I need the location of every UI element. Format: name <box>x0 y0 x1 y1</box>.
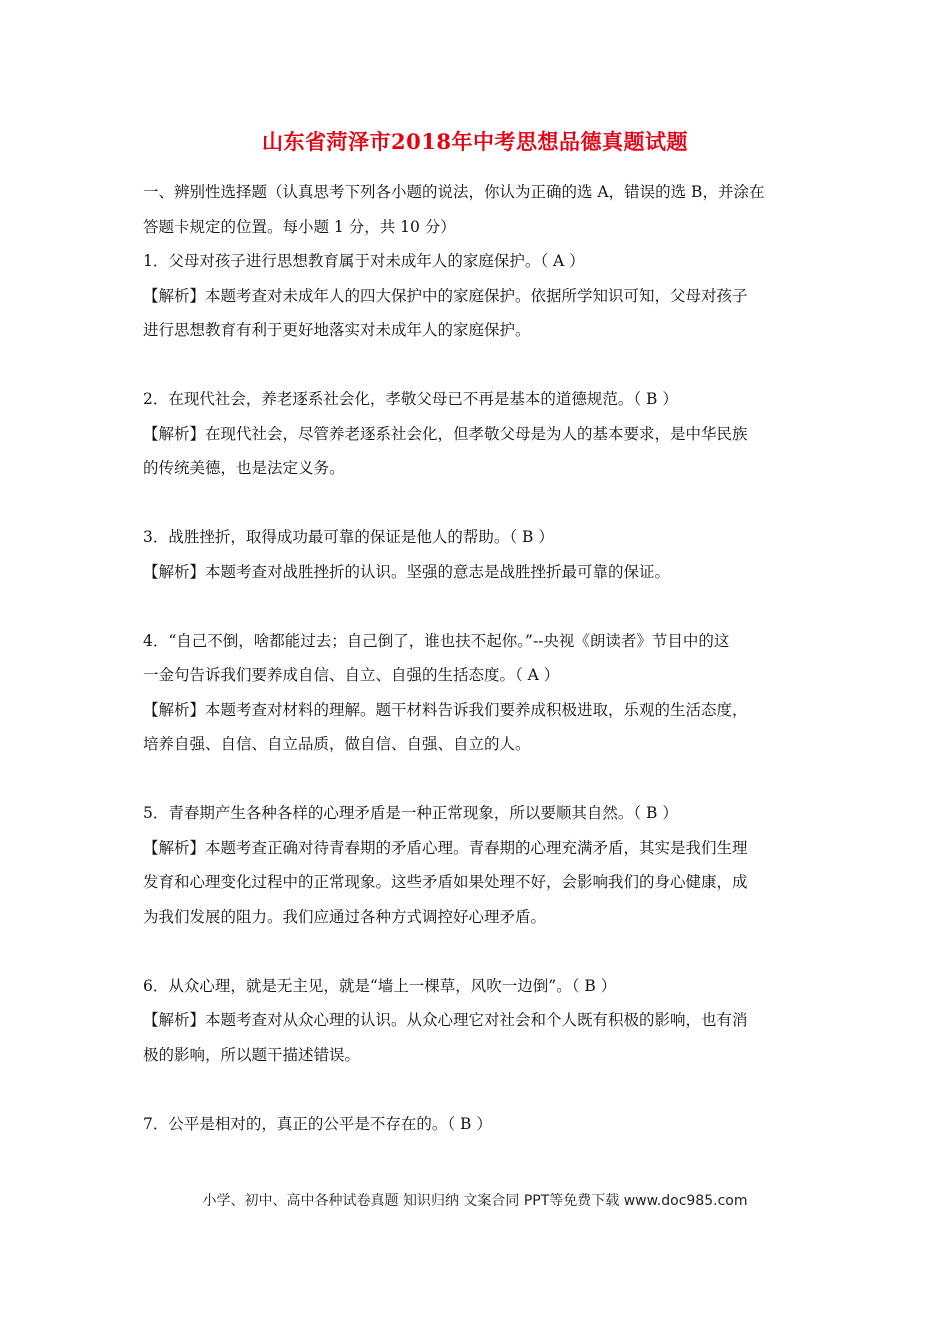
analysis-5-cont: 发育和心理变化过程中的正常现象。这些矛盾如果处理不好，会影响我们的身心健康，成 <box>143 873 748 891</box>
analysis-5-cont2: 为我们发展的阻力。我们应通过各种方式调控好心理矛盾。 <box>143 907 547 926</box>
analysis-4-cont: 培养自强、自信、自立品质，做自信、自强、自立的人。 <box>143 735 531 753</box>
question-4-cont: 一金句告诉我们要养成自信、自立、自强的生括态度。（ A ） <box>143 666 560 684</box>
analysis-4: 【解析】本题考查对材料的理解。题干材料告诉我们要养成积极进取，乐观的生活态度， <box>143 700 748 719</box>
question-2: 2．在现代社会，养老逐系社会化，孝敬父母已不再是基本的道德规范。（ B ） <box>143 390 678 408</box>
analysis-1-cont: 进行思想教育有利于更好地落实对未成年人的家庭保护。 <box>143 321 531 339</box>
analysis-1: 【解析】本题考查对未成年人的四大保护中的家庭保护。依据所学知识可知，父母对孩子 <box>143 286 748 305</box>
question-5: 5．青春期产生各种各样的心理矛盾是一种正常现象，所以要顺其自然。（ B ） <box>143 804 678 822</box>
page-footer: 小学、初中、高中各种试卷真题 知识归纳 文案合同 PPT等免费下载 www.doc985.com <box>202 1193 748 1209</box>
question-1: 1．父母对孩子进行思想教育属于对未成年人的家庭保护。（ A ） <box>143 252 585 270</box>
analysis-6: 【解析】本题考查对从众心理的认识。从众心理它对社会和个人既有积极的影响，也有消 <box>143 1011 748 1029</box>
page-title: 山东省菏泽市2018年中考思想品德真题试题 <box>262 129 688 154</box>
question-6: 6．从众心理，就是无主见，就是“墙上一棵草，风吹一边倒”。（ B ） <box>143 976 617 995</box>
question-3: 3．战胜挫折，取得成功最可靠的保证是他人的帮助。（ B ） <box>143 528 554 546</box>
question-7: 7．公平是相对的，真正的公平是不存在的。（ B ） <box>143 1114 492 1133</box>
analysis-2: 【解析】在现代社会，尽管养老逐系社会化，但孝敬父母是为人的基本要求，是中华民族 <box>143 424 748 443</box>
section-heading-cont: 答题卡规定的位置。每小题 1 分，共 10 分） <box>143 217 456 236</box>
analysis-3: 【解析】本题考查对战胜挫折的认识。坚强的意志是战胜挫折最可靠的保证。 <box>143 562 671 581</box>
section-heading: 一、辨别性选择题（认真思考下列各小题的说法，你认为正确的选 A，错误的选 B，并涂在 <box>143 183 765 201</box>
question-4: 4．“自己不倒，啥都能过去；自己倒了，谁也扶不起你。”--央视《朗读者》节目中的这 <box>143 631 730 650</box>
analysis-2-cont: 的传统美德，也是法定义务。 <box>143 459 345 477</box>
document-body <box>143 175 809 1141</box>
analysis-6-cont: 极的影响，所以题干描述错误。 <box>143 1045 361 1064</box>
analysis-5: 【解析】本题考查正确对待青春期的矛盾心理。青春期的心理充满矛盾，其实是我们生理 <box>143 838 748 857</box>
